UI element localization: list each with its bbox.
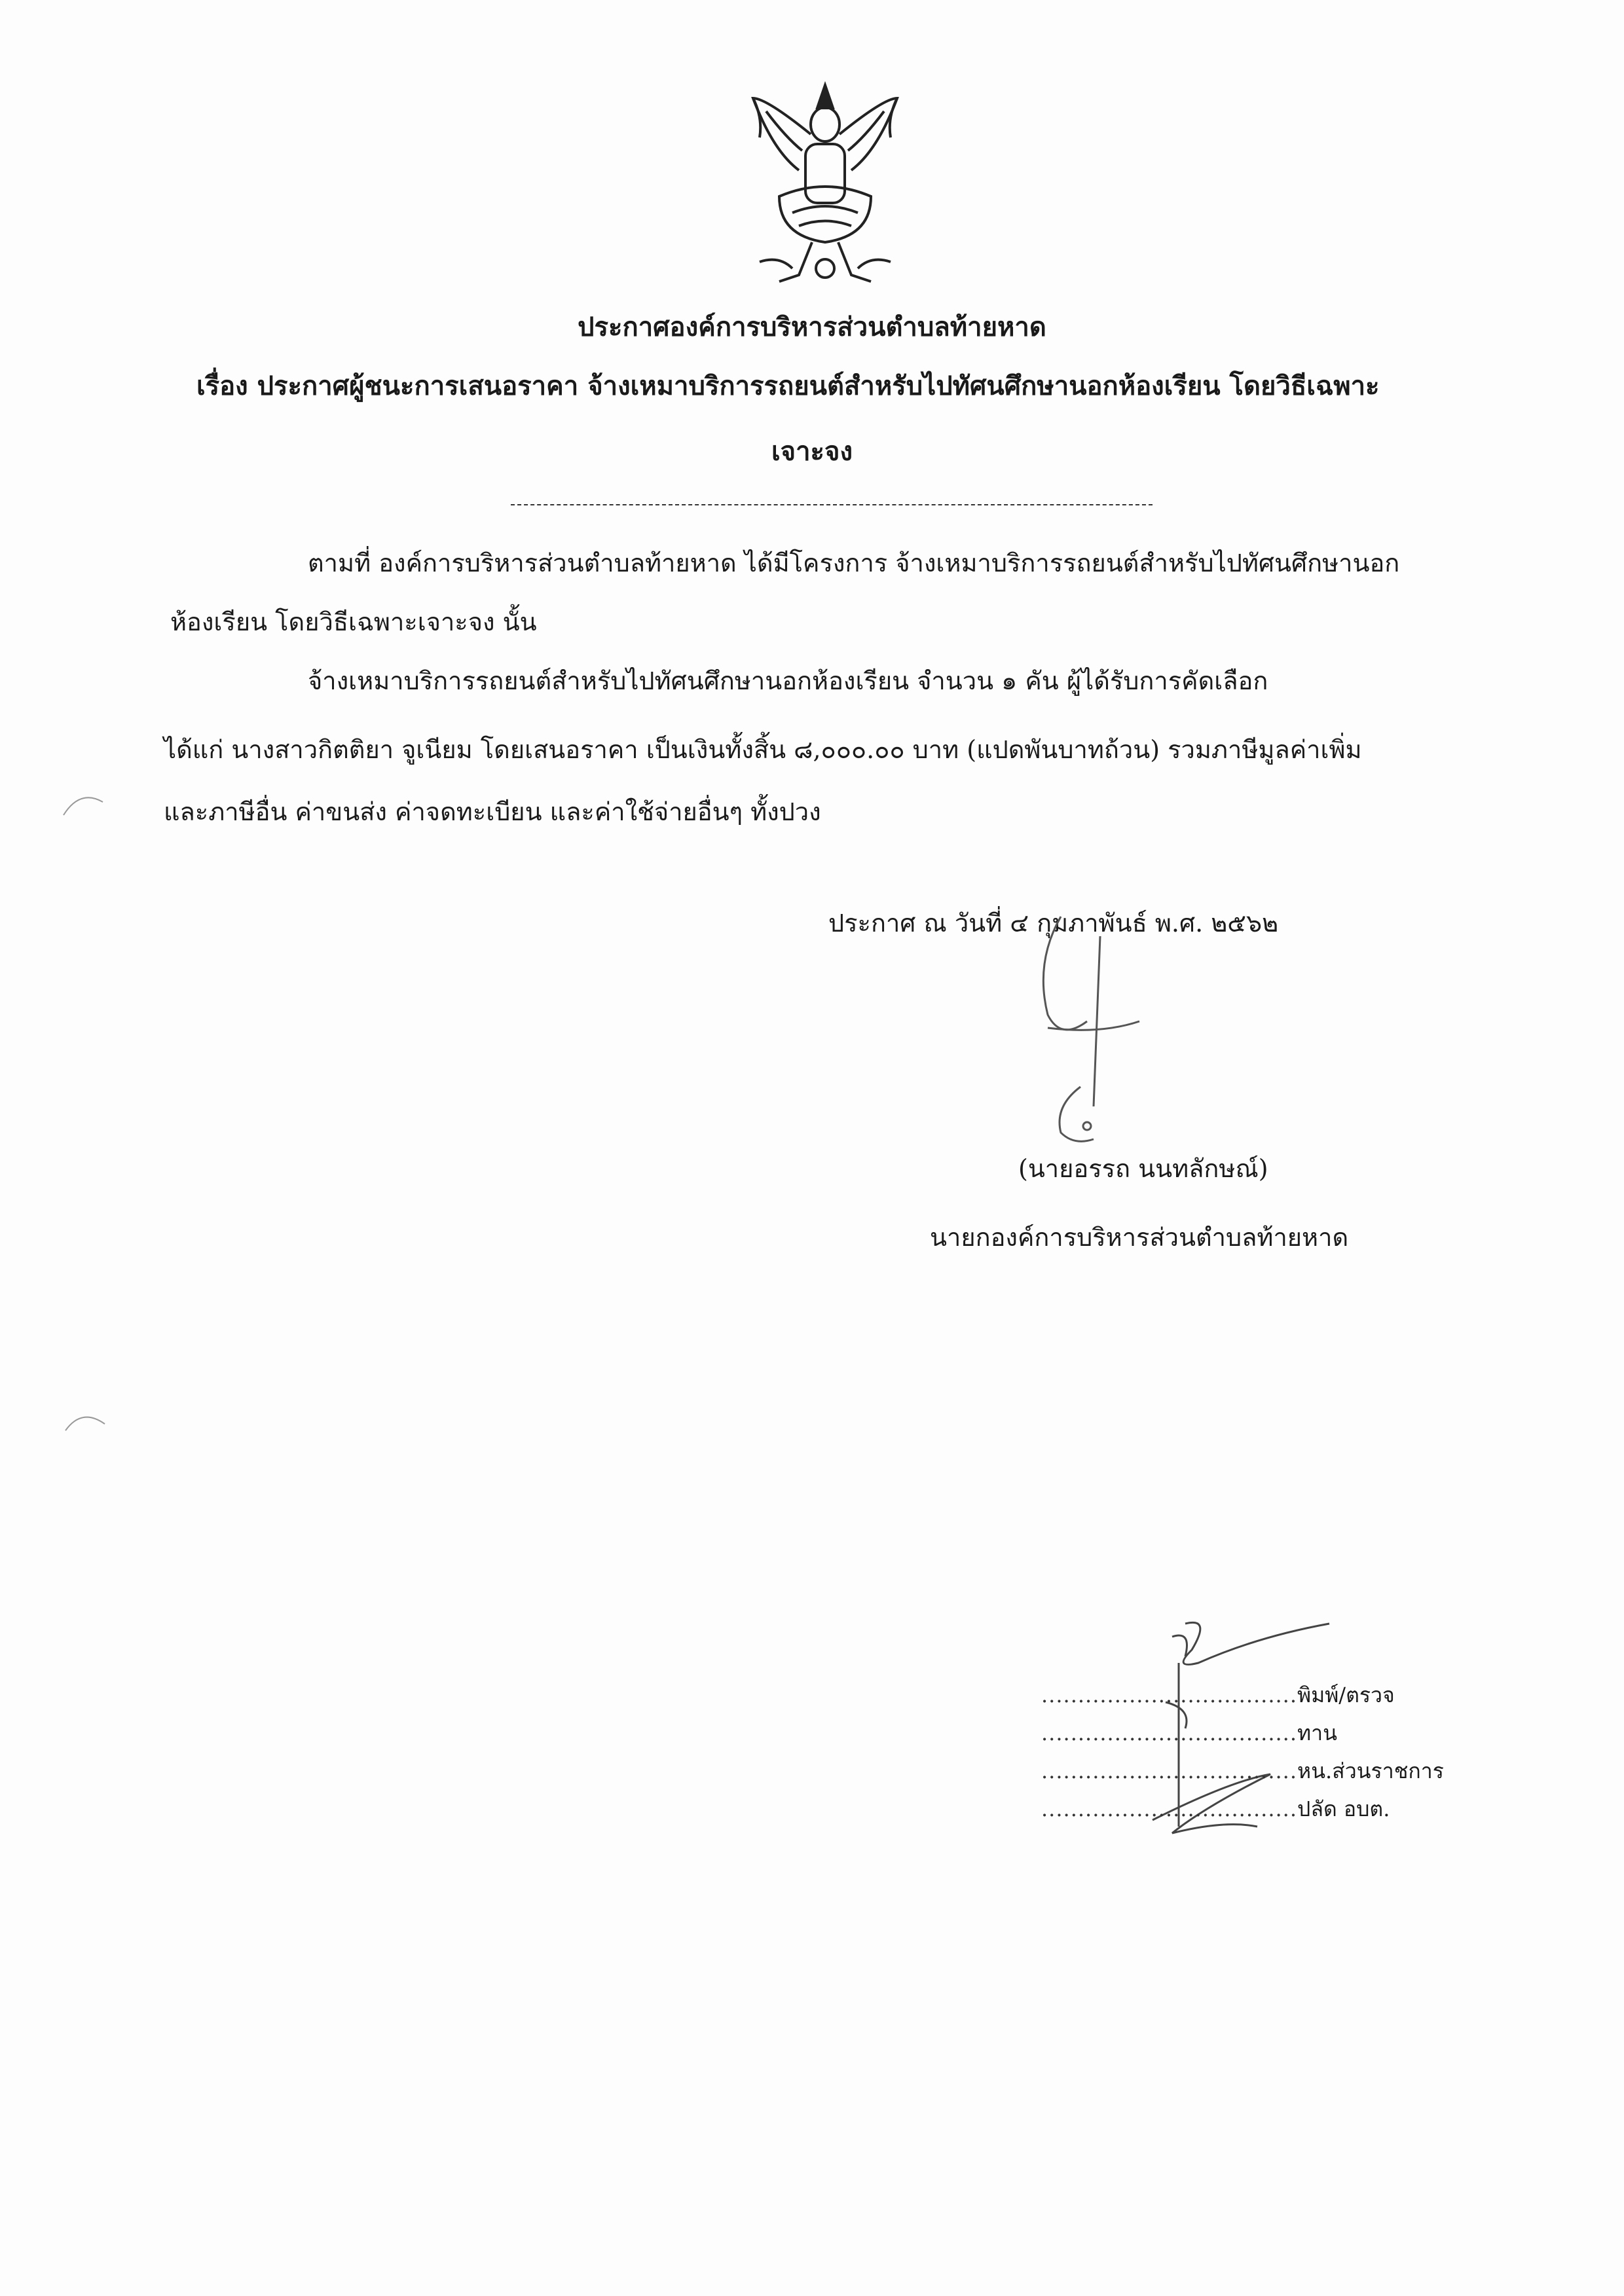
approval-row — [1041, 1790, 1444, 1828]
announcement-date: ประกาศ ณ วันที่ ๔ กุมภาพันธ์ พ.ศ. ๒๕๖๒ — [828, 909, 1279, 938]
paragraph-1-line-2: ห้องเรียน โดยวิธีเฉพาะเจาะจง นั้น — [170, 608, 537, 636]
paragraph-2-line-1: จ้างเหมาบริการรถยนต์สำหรับไปทัศนศึกษานอกห้องเรียน จำนวน ๑ คัน ผู้ได้รับการคัดเลือก — [308, 666, 1268, 695]
paragraph-2-line-2: ได้แก่ นางสาวกิตติยา จูเนียม โดยเสนอราคา เป็นเงินทั้งสิ้น ๘,๐๐๐.๐๐ บาท (แปดพันบาทถ้วน) รวมภาษีมูลค่าเพิ่ม — [164, 735, 1362, 764]
approval-label: ทาน — [1297, 1721, 1337, 1745]
announcement-subject-line-1: เรื่อง ประกาศผู้ชนะการเสนอราคา จ้างเหมาบริการรถยนต์สำหรับไปทัศนศึกษานอกห้องเรียน โดยวิธีเฉพาะ — [196, 371, 1380, 401]
announcement-subject-line-2: เจาะจง — [771, 436, 853, 467]
punch-hole-mark-icon — [60, 782, 106, 822]
approval-dots: ................................... — [1041, 1721, 1298, 1745]
approval-list — [1041, 1676, 1444, 1828]
approval-dots: ................................... — [1041, 1683, 1298, 1707]
paragraph-2-line-3: และภาษีอื่น ค่าขนส่ง ค่าจดทะเบียน และค่าใช้จ่ายอื่นๆ ทั้งปวง — [164, 797, 821, 826]
approval-label: พิมพ์/ตรวจ — [1297, 1683, 1395, 1707]
approval-dots: ................................... — [1041, 1758, 1298, 1783]
approval-label: ปลัด อบต. — [1297, 1796, 1390, 1821]
signer-title: นายกองค์การบริหารส่วนตำบลท้ายหาด — [930, 1223, 1349, 1252]
header-divider — [511, 504, 1153, 505]
approval-dots: ................................... — [1041, 1796, 1298, 1821]
approval-row — [1041, 1752, 1444, 1790]
announcement-title: ประกาศองค์การบริหารส่วนตำบลท้ายหาด — [578, 312, 1046, 342]
approval-label: หน.ส่วนราชการ — [1297, 1758, 1444, 1783]
signer-name: (นายอรรถ นนทลักษณ์) — [1018, 1154, 1268, 1183]
approval-row — [1041, 1714, 1444, 1752]
punch-hole-mark-icon — [62, 1404, 108, 1444]
approval-row — [1041, 1676, 1444, 1714]
paragraph-1-line-1: ตามที่ องค์การบริหารส่วนตำบลท้ายหาด ได้มีโครงการ จ้างเหมาบริการรถยนต์สำหรับไปทัศนศึกษานอก — [308, 549, 1400, 577]
handwritten-signature-icon — [1022, 910, 1153, 1172]
garuda-emblem-icon — [740, 72, 910, 295]
